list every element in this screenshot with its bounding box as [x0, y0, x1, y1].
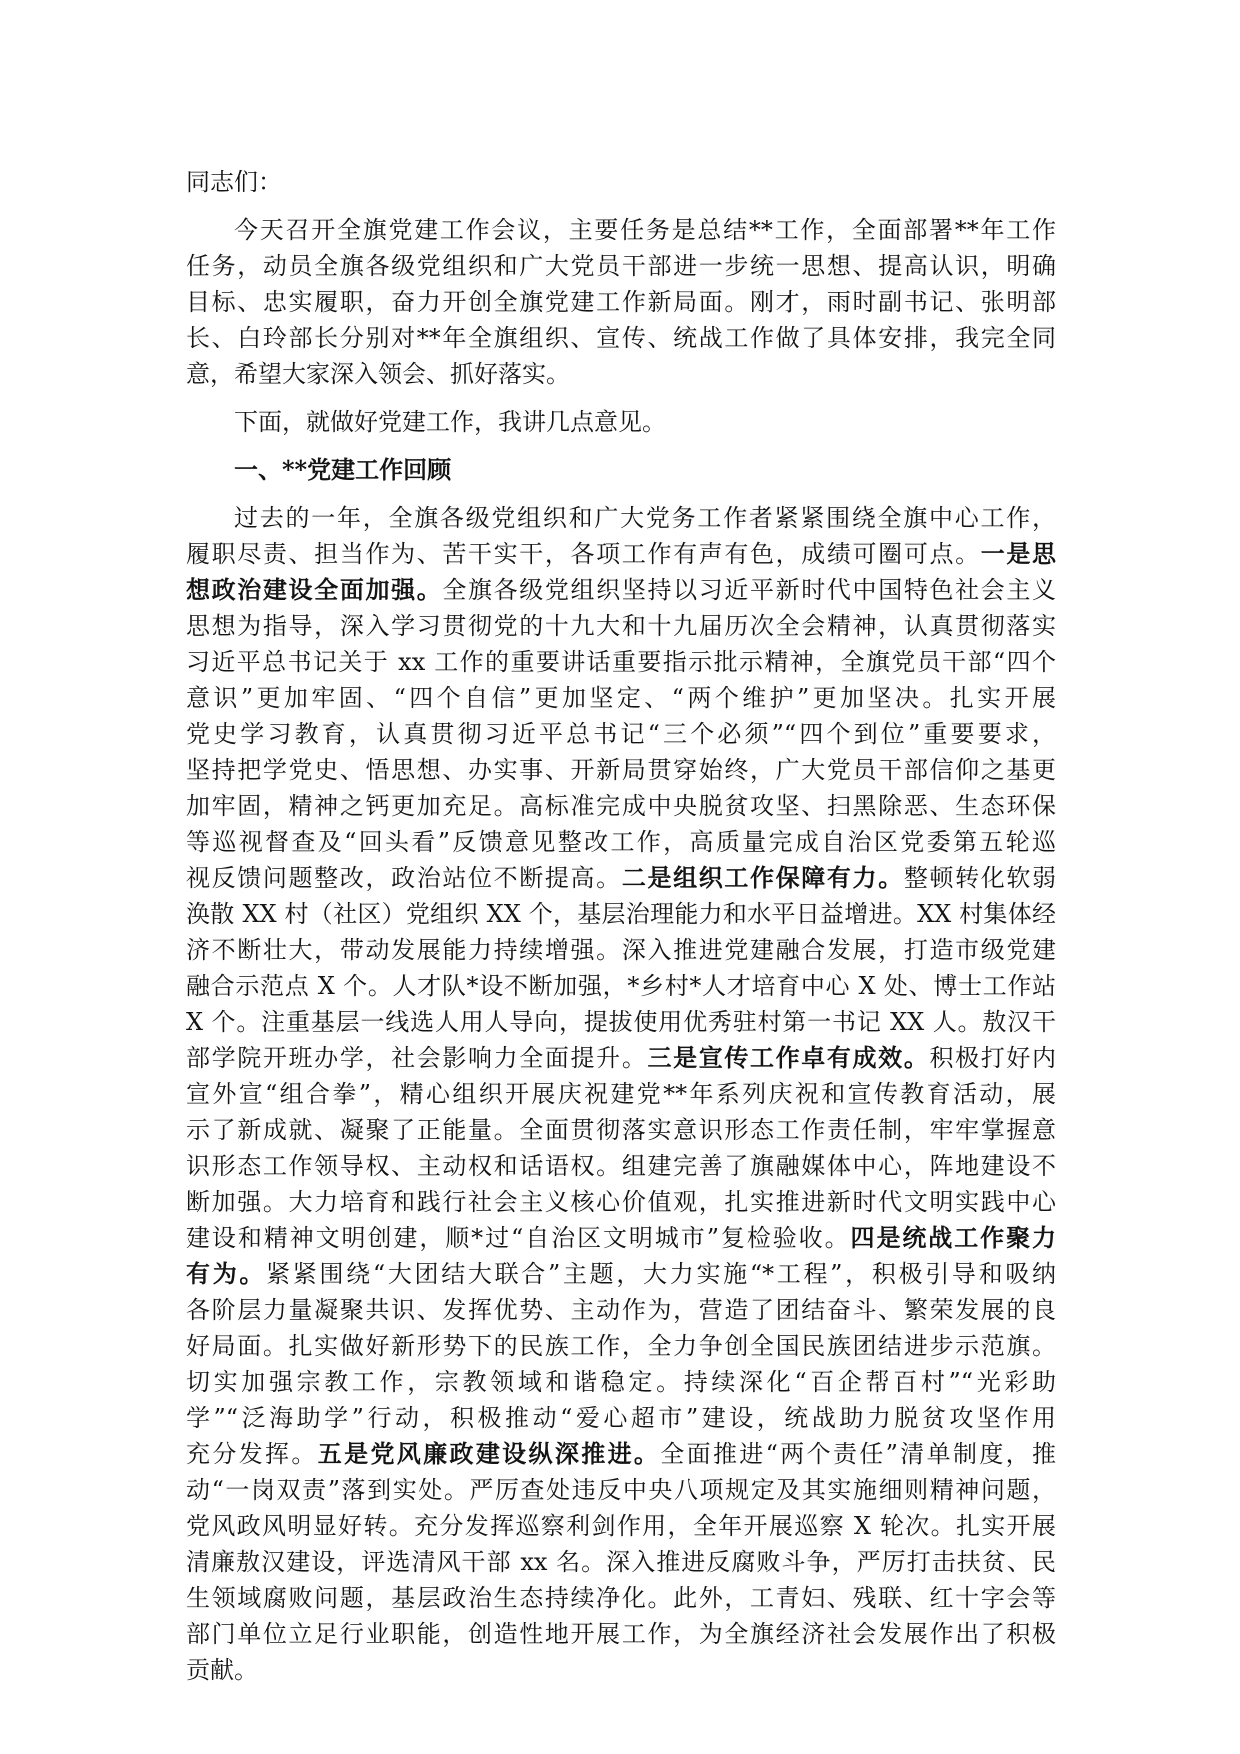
- text-run: 整顿转化软弱: [903, 864, 1057, 892]
- paragraph: [186, 404, 1056, 440]
- text-line: [186, 1580, 1056, 1616]
- text-run: 切实加强宗教工作，宗教领域和谐稳定。持续深化“百企帮百村”“光彩助: [186, 1368, 1056, 1396]
- text-run: 动“一岗双责”落到实处。严厉查处违反中央八项规定及其实施细则精神问题，: [186, 1476, 1056, 1504]
- text-line: [186, 1652, 1056, 1688]
- text-line: [186, 608, 1056, 644]
- text-run: 全面推进“两个责任”清单制度，推: [660, 1440, 1057, 1468]
- text-run: 过去的一年，全旗各级党组织和广大党务工作者紧紧围绕全旗中心工作，: [234, 504, 1056, 532]
- text-run: 建设和精神文明创建，顺*过“自治区文明城市”复检验收。: [186, 1224, 851, 1252]
- speech-text: [186, 212, 1056, 1688]
- text-run: 各阶层力量凝聚共识、发挥优势、主动作为，营造了团结奋斗、繁荣发展的良: [186, 1296, 1056, 1324]
- text-line: [186, 752, 1056, 788]
- text-line: [186, 1328, 1056, 1364]
- bold-text-run: 一、**党建工作回顾: [234, 455, 452, 484]
- text-run: 示了新成就、凝聚了正能量。全面贯彻落实意识形态工作责任制，牢牢掌握意: [186, 1116, 1056, 1144]
- text-line: [186, 1040, 1056, 1076]
- section-heading: [186, 452, 1056, 488]
- text-run: 部学院开班办学，社会影响力全面提升。: [186, 1044, 648, 1072]
- text-line: [186, 788, 1056, 824]
- text-run: 断加强。大力培育和践行社会主义核心价值观，扎实推进新时代文明实践中心: [186, 1188, 1056, 1216]
- text-line: [186, 1616, 1056, 1652]
- text-line: [186, 284, 1056, 320]
- text-line: [186, 1472, 1056, 1508]
- text-run: 下面，就做好党建工作，我讲几点意见。: [234, 408, 666, 436]
- text-line: [186, 824, 1056, 860]
- text-line: [186, 1112, 1056, 1148]
- text-run: 目标、忠实履职，奋力开创全旗党建工作新局面。刚才，雨时副书记、张明部: [186, 288, 1056, 316]
- text-run: 识形态工作领导权、主动权和话语权。组建完善了旗融媒体中心，阵地建设不: [186, 1152, 1056, 1180]
- text-run: 清廉敖汉建设，评选清风干部 xx 名。深入推进反腐败斗争，严厉打击扶贫、民: [186, 1548, 1056, 1576]
- text-run: 生领域腐败问题，基层政治生态持续净化。此外，工青妇、残联、红十字会等: [186, 1584, 1056, 1612]
- text-run: 长、白玲部长分别对**年全旗组织、宣传、统战工作做了具体安排，我完全同: [186, 324, 1056, 352]
- bold-text-run: 二是组织工作保障有力。: [621, 863, 904, 892]
- text-line: [186, 1148, 1056, 1184]
- text-run: 习近平总书记关于 xx 工作的重要讲话重要指示批示精神，全旗党员干部“四个: [186, 648, 1056, 676]
- text-line: [186, 1364, 1056, 1400]
- text-run: 今天召开全旗党建工作会议，主要任务是总结**工作，全面部署**年工作: [234, 216, 1056, 244]
- text-line: [186, 212, 1056, 248]
- text-line: [186, 1004, 1056, 1040]
- text-line: [186, 644, 1056, 680]
- text-run: 涣散 XX 村（社区）党组织 XX 个，基层治理能力和水平日益增进。XX 村集体经: [186, 900, 1056, 928]
- text-run: 加牢固，精神之钙更加充足。高标准完成中央脱贫攻坚、扫黑除恶、生态环保: [186, 792, 1056, 820]
- bold-text-run: 三是宣传工作卓有成效。: [647, 1043, 930, 1072]
- text-line: [186, 1400, 1056, 1436]
- text-line: [186, 572, 1056, 608]
- text-run: 全旗各级党组织坚持以习近平新时代中国特色社会主义: [442, 576, 1057, 604]
- paragraph: [186, 212, 1056, 392]
- text-line: [186, 1292, 1056, 1328]
- bold-text-run: 五是党风廉政建设纵深推进。: [317, 1439, 661, 1468]
- text-line: [186, 1220, 1056, 1256]
- text-line: [186, 536, 1056, 572]
- text-line: [186, 1256, 1056, 1292]
- text-run: X 个。注重基层一线选人用人导向，提拔使用优秀驻村第一书记 XX 人。敖汉干: [186, 1008, 1056, 1036]
- text-run: 意识”更加牢固、“四个自信”更加坚定、“两个维护”更加坚决。扎实开展: [186, 684, 1056, 712]
- text-run: 紧紧围绕“大团结大联合”主题，大力实施“*工程”，积极引导和吸纳: [266, 1260, 1057, 1288]
- text-run: 贡献。: [186, 1656, 258, 1684]
- text-run: 济不断壮大，带动发展能力持续增强。深入推进党建融合发展，打造市级党建: [186, 936, 1056, 964]
- text-run: 意，希望大家深入领会、抓好落实。: [186, 360, 570, 388]
- text-line: [186, 1508, 1056, 1544]
- text-line: [186, 716, 1056, 752]
- text-line: [186, 680, 1056, 716]
- text-line: [186, 452, 1056, 488]
- salutation: 同志们：: [186, 168, 282, 196]
- text-run: 党风政风明显好转。充分发挥巡察利剑作用，全年开展巡察 X 轮次。扎实开展: [186, 1512, 1056, 1540]
- text-run: 充分发挥。: [186, 1440, 318, 1468]
- text-run: 党史学习教育，认真贯彻习近平总书记“三个必须”“四个到位”重要要求，: [186, 720, 1056, 748]
- text-line: [186, 1544, 1056, 1580]
- text-line: [186, 860, 1056, 896]
- text-line: [186, 404, 1056, 440]
- text-run: 宣外宣“组合拳”，精心组织开展庆祝建党**年系列庆祝和宣传教育活动，展: [186, 1080, 1056, 1108]
- text-line: [186, 1184, 1056, 1220]
- text-line: [186, 356, 1056, 392]
- text-run: 思想为指导，深入学习贯彻党的十九大和十九届历次全会精神，认真贯彻落实: [186, 612, 1056, 640]
- text-run: 等巡视督查及“回头看”反馈意见整改工作，高质量完成自治区党委第五轮巡: [186, 828, 1056, 856]
- text-run: 积极打好内: [929, 1044, 1056, 1072]
- text-line: [186, 1436, 1056, 1472]
- text-line: [186, 500, 1056, 536]
- text-run: 任务，动员全旗各级党组织和广大党员干部进一步统一思想、提高认识，明确: [186, 252, 1056, 280]
- paragraph: [186, 500, 1056, 1688]
- document-body: [186, 164, 1056, 1688]
- text-line: [186, 968, 1056, 1004]
- text-run: 履职尽责、担当作为、苦干实干，各项工作有声有色，成绩可圈可点。: [186, 540, 981, 568]
- text-run: 学”“泛海助学”行动，积极推动“爱心超市”建设，统战助力脱贫攻坚作用: [186, 1404, 1056, 1432]
- text-run: 融合示范点 X 个。人才队*设不断加强，*乡村*人才培育中心 X 处、博士工作站: [186, 972, 1056, 1000]
- text-line: [186, 932, 1056, 968]
- text-run: 部门单位立足行业职能，创造性地开展工作，为全旗经济社会发展作出了积极: [186, 1620, 1056, 1648]
- bold-text-run: 一是思: [980, 539, 1057, 568]
- text-line: [186, 320, 1056, 356]
- bold-text-run: 有为。: [186, 1259, 267, 1288]
- text-run: 视反馈问题整改，政治站位不断提高。: [186, 864, 622, 892]
- bold-text-run: 四是统战工作聚力: [850, 1223, 1056, 1252]
- text-run: 坚持把学党史、悟思想、办实事、开新局贯穿始终，广大党员干部信仰之基更: [186, 756, 1056, 784]
- text-run: 好局面。扎实做好新形势下的民族工作，全力争创全国民族团结进步示范旗。: [186, 1332, 1056, 1360]
- text-line: [186, 1076, 1056, 1112]
- text-line: [186, 248, 1056, 284]
- text-line: [186, 896, 1056, 932]
- bold-text-run: 想政治建设全面加强。: [186, 575, 443, 604]
